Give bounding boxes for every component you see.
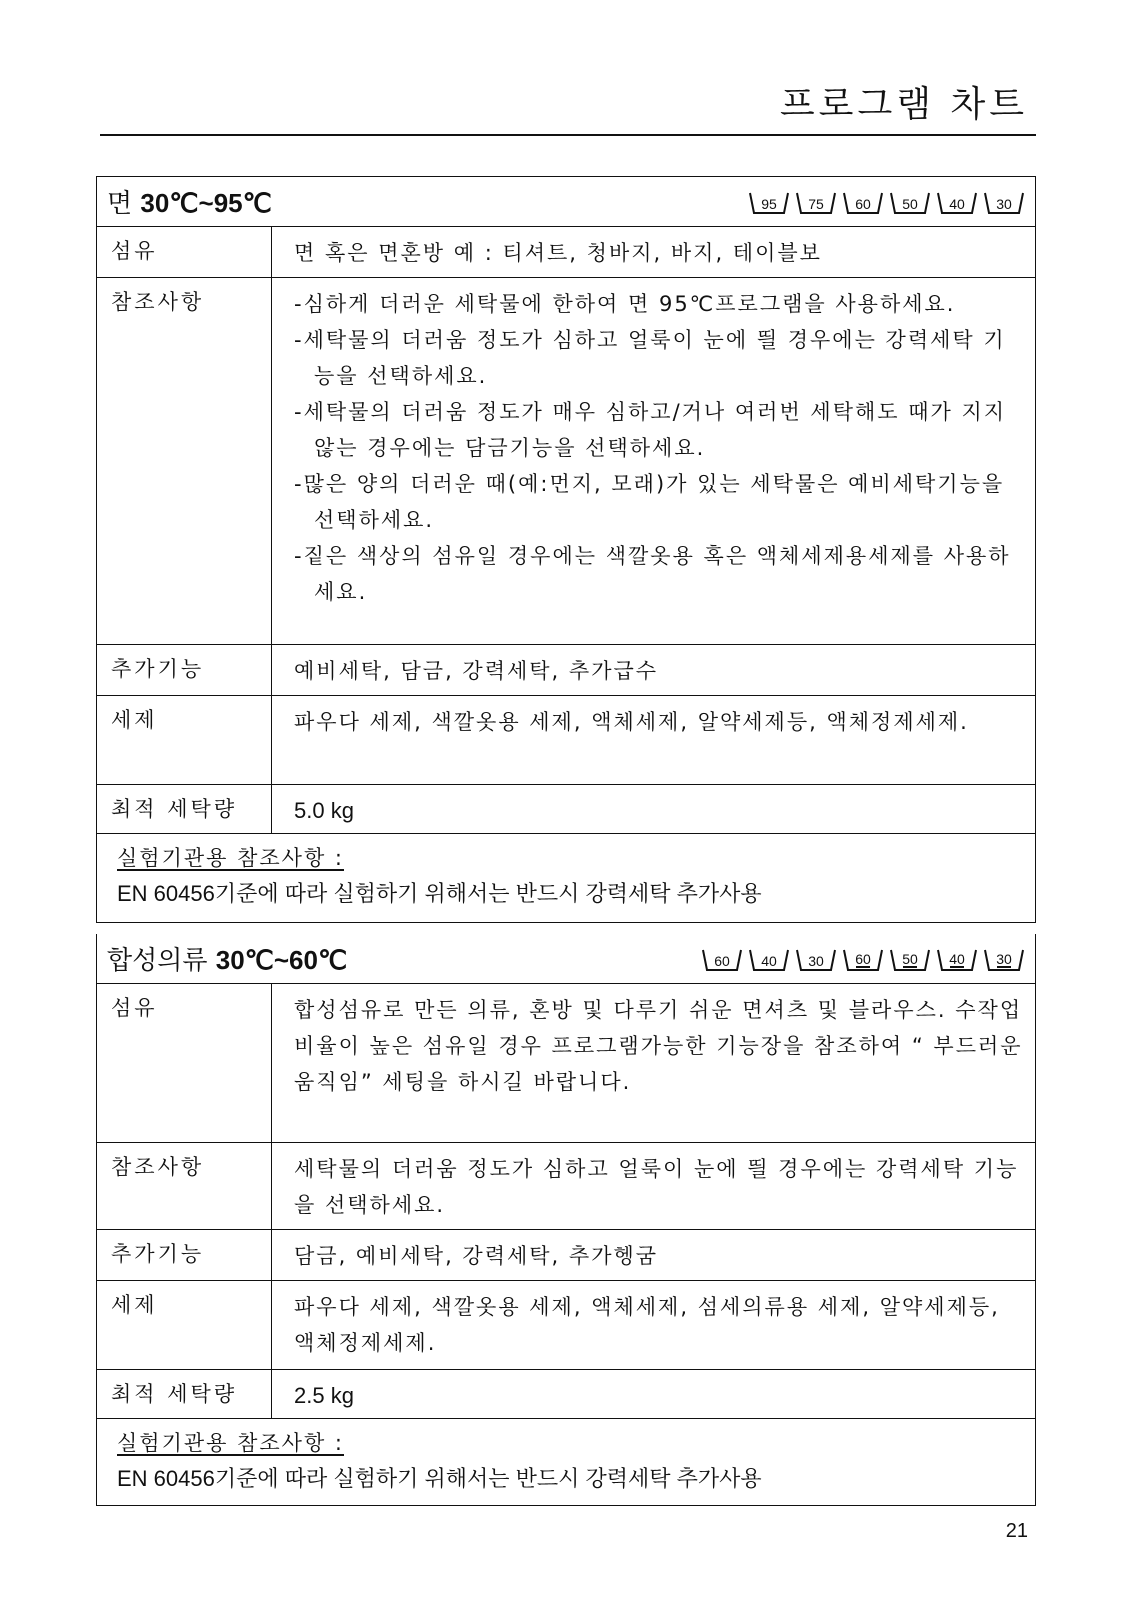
cotton-title-range: 30℃~95℃: [140, 188, 272, 218]
synthetic-program-section: [96, 934, 1036, 1506]
svg-text:75: 75: [808, 195, 824, 212]
cotton-section-header: [97, 177, 1035, 227]
wash-tub-50-icon: [889, 946, 931, 972]
cotton-lab-note: [97, 834, 1035, 922]
wash-tub-40-icon: [748, 946, 790, 972]
svg-text:60: 60: [714, 952, 730, 969]
svg-text:50: 50: [902, 195, 918, 212]
lab-note-heading: 실험기관용 참조사항 :: [117, 846, 344, 870]
row-label: 최적 세탁량: [97, 785, 272, 833]
note-item: -심하게 더러운 세탁물에 한하여 면 95℃프로그램을 사용하세요.: [294, 292, 956, 316]
wash-tub-30-icon: [983, 946, 1025, 972]
lab-note-text: EN 60456기준에 따라 실험하기 위해서는 반드시 강력세탁 추가사용: [117, 1466, 762, 1491]
row-value: 5.0 kg: [294, 798, 354, 823]
row-label: 참조사항: [97, 278, 272, 644]
svg-text:60: 60: [855, 195, 871, 212]
row-label: 참조사항: [97, 1143, 272, 1229]
svg-text:30: 30: [996, 195, 1012, 212]
svg-text:60: 60: [855, 950, 871, 967]
svg-text:40: 40: [949, 195, 965, 212]
cotton-title-prefix: 면: [107, 189, 133, 219]
page-title: 프로그램 차트: [779, 84, 1028, 125]
synthetic-wash-symbols: [701, 946, 1025, 972]
wash-tub-50-icon: [889, 189, 931, 215]
synthetic-section-header: [97, 934, 1035, 984]
svg-text:95: 95: [761, 195, 777, 212]
cotton-wash-symbols: [748, 189, 1025, 215]
wash-tub-75-icon: [795, 189, 837, 215]
row-value: 담금, 예비세탁, 강력세탁, 추가헹굼: [294, 1244, 659, 1268]
synthetic-load-row: [97, 1370, 1035, 1419]
wash-tub-40-icon: [936, 189, 978, 215]
cotton-load-row: [97, 785, 1035, 834]
synthetic-lab-note: [97, 1419, 1035, 1505]
wash-tub-30-icon: [983, 189, 1025, 215]
synthetic-detergent-row: [97, 1281, 1035, 1370]
row-label: 최적 세탁량: [97, 1370, 272, 1418]
wash-tub-95-icon: [748, 189, 790, 215]
row-label: 섬유: [97, 227, 272, 277]
cotton-options-row: [97, 645, 1035, 696]
wash-tub-60-icon: [701, 946, 743, 972]
row-label: 섬유: [97, 984, 272, 1142]
row-value: 파우다 세제, 색깔옷용 세제, 액체세제, 섬세의류용 세제, 알약세제등, 액체정제세제.: [294, 1295, 1000, 1355]
note-item: -많은 양의 더러운 때(예:먼지, 모래)가 있는 세탁물은 예비세탁기능을 선택하세요.: [294, 472, 1005, 532]
cotton-notes-row: [97, 278, 1035, 645]
cotton-section-title: [107, 183, 272, 220]
note-item: -세탁물의 더러움 정도가 심하고 얼룩이 눈에 띌 경우에는 강력세탁 기능을 선택하세요.: [294, 328, 1006, 388]
synthetic-section-title: [107, 940, 347, 977]
page-number: 21: [1005, 1520, 1028, 1542]
lab-note-text: EN 60456기준에 따라 실험하기 위해서는 반드시 강력세탁 추가사용: [117, 881, 762, 906]
row-value: 파우다 세제, 색깔옷용 세제, 액체세제, 알약세제등, 액체정제세제.: [294, 710, 969, 734]
note-item: -세탁물의 더러움 정도가 매우 심하고/거나 여러번 세탁해도 때가 지지 않는 경우에는 담금기능을 선택하세요.: [294, 400, 1007, 460]
row-label: 세제: [97, 696, 272, 784]
cotton-program-section: [96, 176, 1036, 923]
wash-tub-30-icon: [795, 946, 837, 972]
wash-tub-40-icon: [936, 946, 978, 972]
wash-tub-60-icon: [842, 946, 884, 972]
wash-tub-60-icon: [842, 189, 884, 215]
svg-text:30: 30: [996, 950, 1012, 967]
svg-text:50: 50: [902, 950, 918, 967]
row-value: 2.5 kg: [294, 1383, 354, 1408]
note-item: -짙은 색상의 섬유일 경우에는 색깔옷용 혹은 액체세제용세제를 사용하세요.: [294, 544, 1011, 604]
row-value: 합성섬유로 만든 의류, 혼방 및 다루기 쉬운 면셔츠 및 블라우스. 수작업 비율이 높은 섬유일 경우 프로그램가능한 기능장을 참조하여 “ 부드러운 움직임” 세팅을 하시길 바랍니다.: [294, 998, 1023, 1094]
title-rule: [100, 134, 1036, 136]
cotton-fiber-row: [97, 227, 1035, 278]
row-label: 추가기능: [97, 1230, 272, 1280]
synthetic-title-range: 30℃~60℃: [215, 945, 348, 975]
svg-text:40: 40: [949, 950, 965, 967]
svg-text:40: 40: [761, 952, 777, 969]
row-value: 세탁물의 더러움 정도가 심하고 얼룩이 눈에 띌 경우에는 강력세탁 기능을 선택하세요.: [294, 1157, 1019, 1217]
row-label: 세제: [97, 1281, 272, 1369]
row-label: 추가기능: [97, 645, 272, 695]
lab-note-heading: 실험기관용 참조사항 :: [117, 1431, 344, 1455]
synthetic-title-prefix: 합성의류: [107, 946, 208, 976]
row-value: 예비세탁, 담금, 강력세탁, 추가급수: [294, 659, 659, 683]
synthetic-fiber-row: [97, 984, 1035, 1143]
cotton-detergent-row: [97, 696, 1035, 785]
svg-text:30: 30: [808, 952, 824, 969]
synthetic-options-row: [97, 1230, 1035, 1281]
synthetic-notes-row: [97, 1143, 1035, 1230]
cotton-notes-list: [272, 278, 1035, 644]
row-value: 면 혹은 면혼방 예 : 티셔트, 청바지, 바지, 테이블보: [294, 241, 822, 265]
